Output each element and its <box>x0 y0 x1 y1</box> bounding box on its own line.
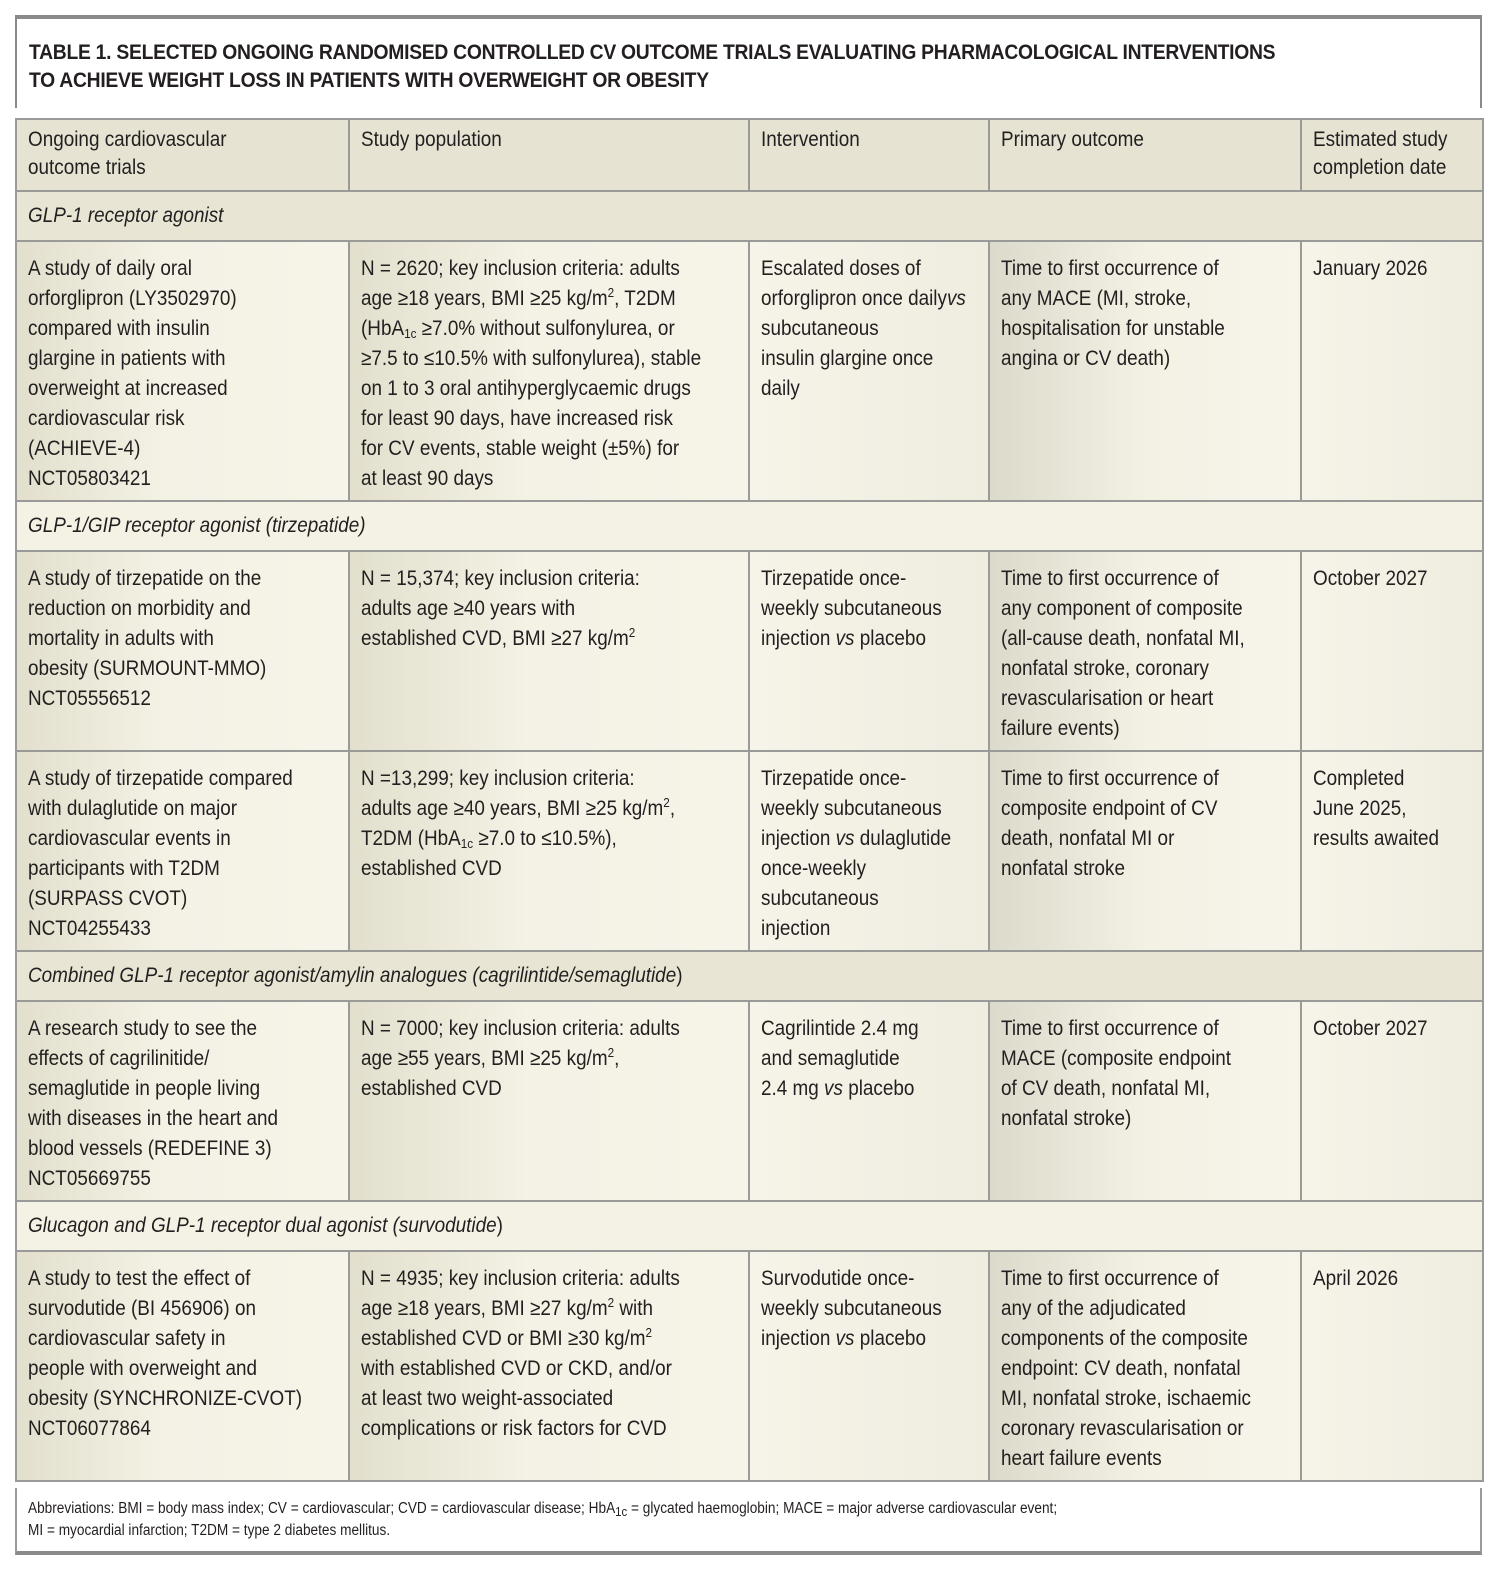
cell-line: composite endpoint of CV <box>1001 797 1218 820</box>
cell-line: A study of tirzepatide compared <box>28 767 293 790</box>
cell-text: adults age ≥40 years, BMI ≥25 kg/m <box>361 797 664 820</box>
cell-line: glargine in patients with <box>28 347 226 370</box>
trials-table <box>15 118 1484 1482</box>
cell-line: people with overweight and <box>28 1357 258 1380</box>
cell-text: and semaglutide <box>761 1047 900 1070</box>
cell-text: , T2DM <box>614 287 676 310</box>
cell-text: N = 2620; key inclusion criteria: adults <box>361 257 680 280</box>
cell-line: coronary revascularisation or <box>1001 1417 1244 1440</box>
cell-text: once-weekly <box>761 857 867 880</box>
cell-line: blood vessels (REDEFINE 3) <box>28 1137 272 1160</box>
cell-completion-date <box>1301 1001 1483 1201</box>
footnote-line-1b: = glycated haemoglobin; MACE = major adverse cardiovascular event; <box>627 1500 1058 1517</box>
cell-text: daily <box>761 377 800 400</box>
cell-outcome <box>989 1001 1301 1201</box>
cell-text: at least 90 days <box>361 467 494 490</box>
section-heading-suffix: ) <box>496 1214 503 1237</box>
footnote-line-1a: Abbreviations: BMI = body mass index; CV = cardiovascular; CVD = cardiovascular disease; HbA <box>28 1500 616 1517</box>
cell-line: effects of cagrilinitide/ <box>28 1047 210 1070</box>
cell-text: with <box>614 1297 653 1320</box>
cell-line: endpoint: CV death, nonfatal <box>1001 1357 1241 1380</box>
cell-line: cardiovascular safety in <box>28 1327 226 1350</box>
cell-text: Tirzepatide once- <box>761 567 907 590</box>
cell-line: October 2027 <box>1313 1017 1428 1040</box>
cell-line: A study of tirzepatide on the <box>28 567 262 590</box>
cell-trial <box>16 1001 349 1201</box>
cell-text: , <box>669 797 676 820</box>
cell-line: mortality in adults with <box>28 627 214 650</box>
cell-text: on 1 to 3 oral antihyperglycaemic drugs <box>361 377 691 400</box>
section-heading <box>16 951 1483 1001</box>
cell-text: 2 <box>607 1295 615 1310</box>
cell-text: N = 4935; key inclusion criteria: adults <box>361 1267 680 1290</box>
abbreviations-footnote <box>15 1488 1482 1555</box>
cell-trial <box>16 551 349 751</box>
cell-line: NCT04255433 <box>28 917 151 940</box>
cell-line: obesity (SYNCHRONIZE-CVOT) <box>28 1387 303 1410</box>
section-row <box>16 501 1483 551</box>
cell-line: MI, nonfatal stroke, ischaemic <box>1001 1387 1252 1410</box>
table-title-box <box>15 15 1482 108</box>
cell-line: (SURPASS CVOT) <box>28 887 188 910</box>
cell-line: Time to first occurrence of <box>1001 1017 1219 1040</box>
cell-trial <box>16 1251 349 1481</box>
cell-line: April 2026 <box>1313 1267 1399 1290</box>
section-row <box>16 191 1483 241</box>
cell-trial <box>16 241 349 501</box>
trial-row <box>16 551 1483 751</box>
section-heading-text: GLP-1/GIP receptor agonist <box>28 514 266 537</box>
cell-line: compared with insulin <box>28 317 210 340</box>
cell-text: Tirzepatide once- <box>761 767 907 790</box>
cell-text: established CVD or BMI ≥30 kg/m <box>361 1327 646 1350</box>
cell-intervention <box>749 751 989 951</box>
cell-line: Time to first occurrence of <box>1001 567 1219 590</box>
cell-line: nonfatal stroke, coronary <box>1001 657 1210 680</box>
cell-text: established CVD, BMI ≥27 kg/m <box>361 627 629 650</box>
cell-completion-date <box>1301 1251 1483 1481</box>
cell-line: survodutide (BI 456906) on <box>28 1297 257 1320</box>
cell-line: A research study to see the <box>28 1017 258 1040</box>
cell-line: (all-cause death, nonfatal MI, <box>1001 627 1245 650</box>
col-header-date <box>1301 119 1483 191</box>
title-line-1: SELECTED ONGOING RANDOMISED CONTROLLED CV OUTCOME TRIALS EVALUATING PHARMACOLOGICAL INTERVENTIONS <box>116 41 1276 64</box>
cell-text: ≥7.5 to ≤10.5% with sulfonylurea), stable <box>361 347 702 370</box>
cell-intervention <box>749 1251 989 1481</box>
cell-text: 1c <box>404 326 417 341</box>
cell-line: failure events) <box>1001 717 1120 740</box>
cell-line: orforglipron (LY3502970) <box>28 287 237 310</box>
section-heading <box>16 191 1483 241</box>
cell-text: dulaglutide <box>854 827 952 850</box>
footnote-sub: 1c <box>615 1504 628 1519</box>
trial-row <box>16 1251 1483 1481</box>
table-label: TABLE 1. <box>29 41 112 64</box>
cell-outcome <box>989 1251 1301 1481</box>
cell-outcome <box>989 241 1301 501</box>
header-line: Ongoing cardiovascular <box>28 128 227 151</box>
cell-text: weekly subcutaneous <box>761 797 942 820</box>
col-header-outcome <box>989 119 1301 191</box>
cell-text: 1c <box>460 836 474 851</box>
cell-line: NCT06077864 <box>28 1417 151 1440</box>
cell-line: NCT05556512 <box>28 687 151 710</box>
trial-row <box>16 751 1483 951</box>
section-row <box>16 951 1483 1001</box>
cell-line: cardiovascular events in <box>28 827 231 850</box>
header-line: outcome trials <box>28 156 146 179</box>
cell-line: components of the composite <box>1001 1327 1248 1350</box>
cell-text: at least two weight-associated <box>361 1387 614 1410</box>
section-heading <box>16 1201 1483 1251</box>
cell-text: insulin glargine once <box>761 347 934 370</box>
cell-line: October 2027 <box>1313 567 1428 590</box>
cell-text: 2 <box>628 625 636 640</box>
cell-completion-date <box>1301 551 1483 751</box>
cell-text: injection <box>761 917 831 940</box>
cell-text: weekly subcutaneous <box>761 1297 942 1320</box>
cell-line: nonfatal stroke <box>1001 857 1125 880</box>
cell-text: for CV events, stable weight (±5%) for <box>361 437 680 460</box>
cell-line: reduction on morbidity and <box>28 597 251 620</box>
cell-text: age ≥18 years, BMI ≥27 kg/m <box>361 1297 608 1320</box>
cell-text: Escalated doses of <box>761 257 921 280</box>
cell-text: 2 <box>645 1325 653 1340</box>
cell-text: 2 <box>663 795 670 810</box>
section-heading-text: GLP-1 receptor agonist <box>28 204 224 227</box>
cell-line: with dulaglutide on major <box>28 797 238 820</box>
cell-text: 2 <box>607 1045 615 1060</box>
cell-text: T2DM (HbA <box>361 827 461 850</box>
cell-line: A study to test the effect of <box>28 1267 251 1290</box>
cell-text: orforglipron once daily <box>761 287 947 310</box>
cell-line: MACE (composite endpoint <box>1001 1047 1232 1070</box>
cell-line: of CV death, nonfatal MI, <box>1001 1077 1211 1100</box>
cell-line: any of the adjudicated <box>1001 1297 1186 1320</box>
cell-line: revascularisation or heart <box>1001 687 1214 710</box>
cell-line: participants with T2DM <box>28 857 220 880</box>
cell-text: established CVD <box>361 1077 502 1100</box>
cell-text: adults age ≥40 years with <box>361 597 576 620</box>
section-heading-text: Combined GLP-1 receptor agonist/amylin analogues (cagrilintide/semaglutide <box>28 964 677 987</box>
section-heading <box>16 501 1483 551</box>
cell-line: with diseases in the heart and <box>28 1107 279 1130</box>
cell-line: results awaited <box>1313 827 1440 850</box>
cell-text: injection <box>761 1327 836 1350</box>
cell-text: for least 90 days, have increased risk <box>361 407 674 430</box>
cell-outcome <box>989 551 1301 751</box>
versus-text: vs <box>835 627 855 650</box>
cell-text: weekly subcutaneous <box>761 597 942 620</box>
versus-text: vs <box>835 827 855 850</box>
cell-outcome <box>989 751 1301 951</box>
cell-text: subcutaneous <box>761 317 879 340</box>
footnote-line-2: MI = myocardial infarction; T2DM = type 2 diabetes mellitus. <box>28 1522 391 1539</box>
cell-text: ≥7.0 to ≤10.5%), <box>473 827 617 850</box>
cell-text: N = 7000; key inclusion criteria: adults <box>361 1017 680 1040</box>
cell-line: Time to first occurrence of <box>1001 1267 1219 1290</box>
cell-line: Time to first occurrence of <box>1001 257 1219 280</box>
cell-line: cardiovascular risk <box>28 407 185 430</box>
cell-intervention <box>749 241 989 501</box>
header-line: Study population <box>361 128 502 151</box>
section-heading-suffix: (tirzepatide) <box>265 514 366 537</box>
section-heading-suffix: ) <box>676 964 683 987</box>
col-header-intervention <box>749 119 989 191</box>
cell-population <box>349 241 749 501</box>
cell-text: age ≥18 years, BMI ≥25 kg/m <box>361 287 608 310</box>
versus-text: vs <box>824 1077 843 1100</box>
cell-line: Completed <box>1313 767 1405 790</box>
cell-line: nonfatal stroke) <box>1001 1107 1132 1130</box>
cell-text: (HbA <box>361 317 405 340</box>
cell-text: N = 15,374; key inclusion criteria: <box>361 567 640 590</box>
cell-population <box>349 551 749 751</box>
cell-trial <box>16 751 349 951</box>
trial-row <box>16 1001 1483 1201</box>
cell-text: with established CVD or CKD, and/or <box>361 1357 672 1380</box>
title-line-2: TO ACHIEVE WEIGHT LOSS IN PATIENTS WITH OVERWEIGHT OR OBESITY <box>29 69 709 92</box>
cell-line: any MACE (MI, stroke, <box>1001 287 1192 310</box>
cell-population <box>349 1251 749 1481</box>
cell-text: placebo <box>854 627 926 650</box>
table-title <box>29 39 1354 95</box>
cell-text: , <box>614 1047 620 1070</box>
cell-intervention <box>749 1001 989 1201</box>
cell-completion-date <box>1301 751 1483 951</box>
cell-line: Time to first occurrence of <box>1001 767 1219 790</box>
versus-text: vs <box>946 287 966 310</box>
cell-line: overweight at increased <box>28 377 228 400</box>
cell-line: NCT05803421 <box>28 467 151 490</box>
cell-line: angina or CV death) <box>1001 347 1171 370</box>
col-header-trials <box>16 119 349 191</box>
cell-population <box>349 751 749 951</box>
cell-text: N =13,299; key inclusion criteria: <box>361 767 635 790</box>
trial-row <box>16 241 1483 501</box>
cell-line: January 2026 <box>1313 257 1428 280</box>
header-line: Intervention <box>761 128 860 151</box>
cell-text: complications or risk factors for CVD <box>361 1417 667 1440</box>
cell-line: A study of daily oral <box>28 257 192 280</box>
cell-text: 2.4 mg <box>761 1077 825 1100</box>
cell-line: NCT05669755 <box>28 1167 151 1190</box>
cell-line: hospitalisation for unstable <box>1001 317 1225 340</box>
header-line: Primary outcome <box>1001 128 1144 151</box>
cell-line: semaglutide in people living <box>28 1077 261 1100</box>
col-header-population <box>349 119 749 191</box>
cell-text: injection <box>761 827 836 850</box>
cell-intervention <box>749 551 989 751</box>
cell-line: obesity (SURMOUNT-MMO) <box>28 657 267 680</box>
header-line: completion date <box>1313 156 1447 179</box>
cell-text: subcutaneous <box>761 887 879 910</box>
cell-line: any component of composite <box>1001 597 1243 620</box>
cell-text: age ≥55 years, BMI ≥25 kg/m <box>361 1047 608 1070</box>
section-heading-text: Glucagon and GLP-1 receptor dual agonist (survodutide <box>28 1214 497 1237</box>
header-line: Estimated study <box>1313 128 1448 151</box>
section-row <box>16 1201 1483 1251</box>
cell-text: ≥7.0% without sulfonylurea, or <box>416 317 675 340</box>
cell-text: placebo <box>854 1327 926 1350</box>
cell-text: established CVD <box>361 857 502 880</box>
cell-completion-date <box>1301 241 1483 501</box>
header-row <box>16 119 1483 191</box>
cell-population <box>349 1001 749 1201</box>
cell-text: injection <box>761 627 836 650</box>
cell-line: June 2025, <box>1313 797 1407 820</box>
versus-text: vs <box>835 1327 855 1350</box>
cell-text: placebo <box>842 1077 915 1100</box>
cell-text: 2 <box>607 285 615 300</box>
cell-line: (ACHIEVE-4) <box>28 437 141 460</box>
cell-line: death, nonfatal MI or <box>1001 827 1175 850</box>
cell-text: Cagrilintide 2.4 mg <box>761 1017 919 1040</box>
cell-text: Survodutide once- <box>761 1267 915 1290</box>
cell-line: heart failure events <box>1001 1447 1162 1470</box>
